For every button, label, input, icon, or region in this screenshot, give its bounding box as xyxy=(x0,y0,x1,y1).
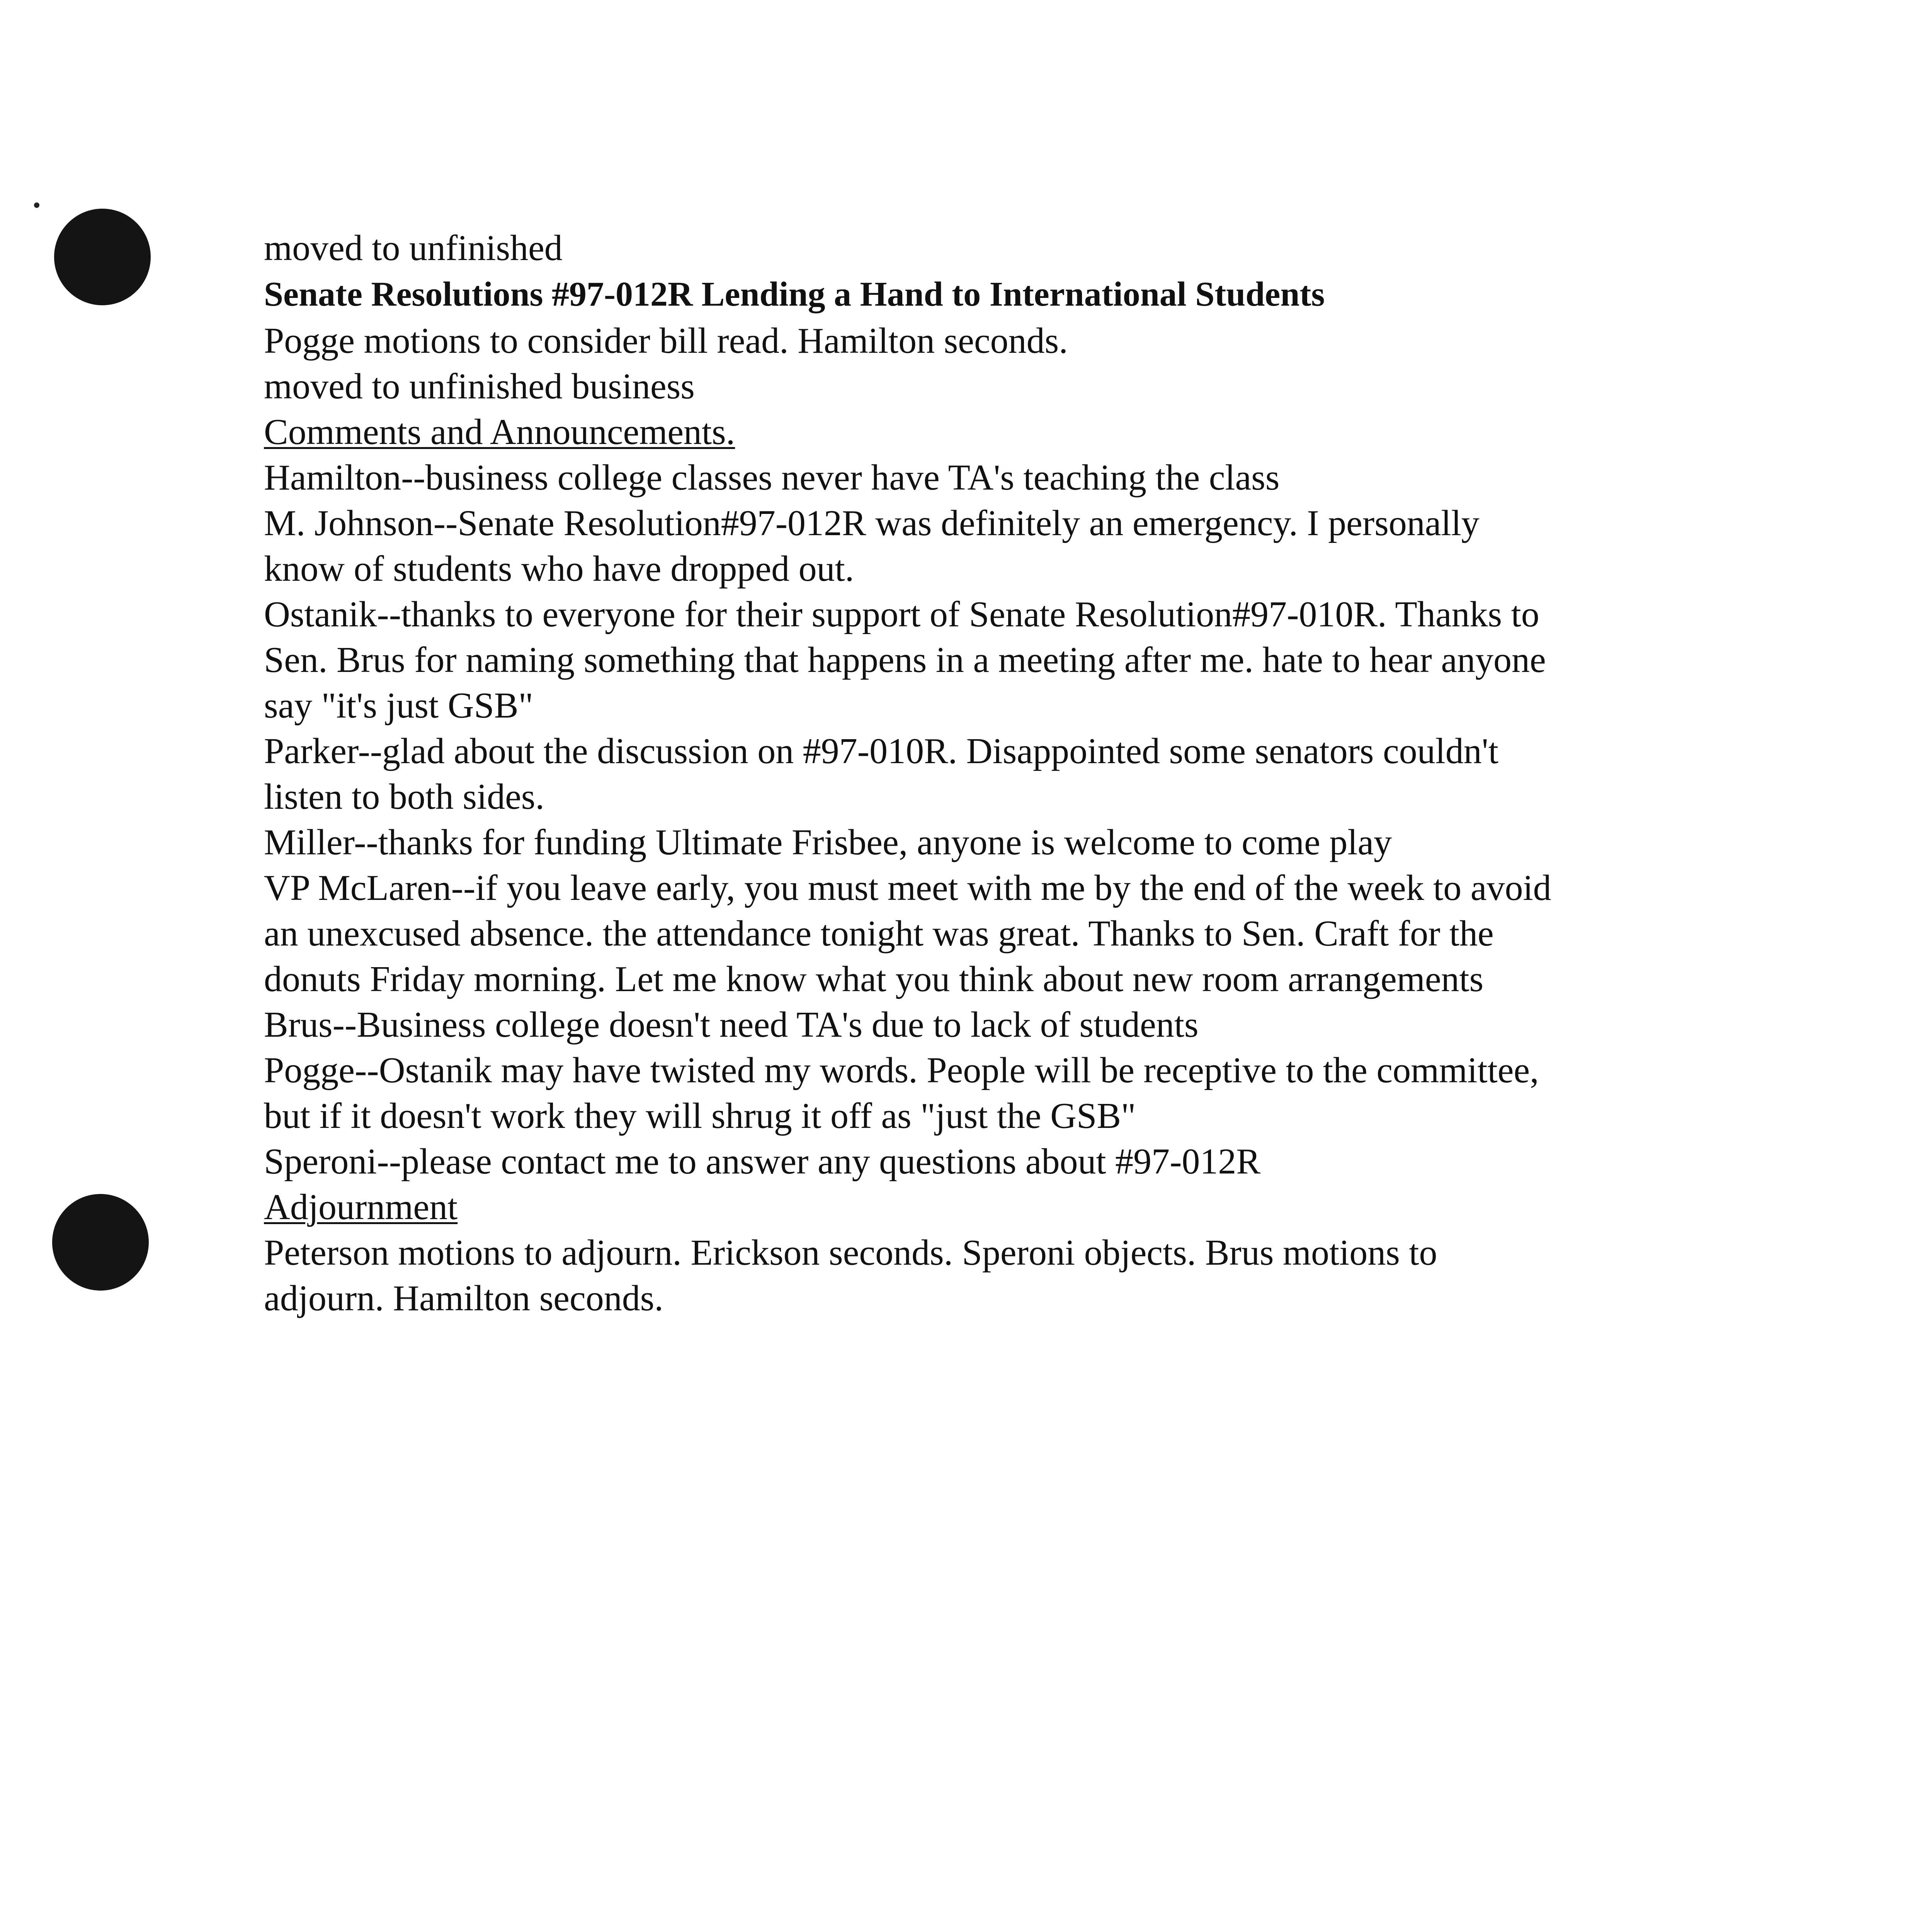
motion-line: adjourn. Hamilton seconds. xyxy=(264,1278,663,1318)
motion-line: Peterson motions to adjourn. Erickson seconds. Speroni objects. Brus motions to xyxy=(264,1233,1437,1273)
comment-line: Ostanik--thanks to everyone for their support of Senate Resolution#97-010R. Thanks to xyxy=(264,594,1539,634)
section-heading-adjournment: Adjournment xyxy=(264,1187,458,1227)
comment-line: VP McLaren--if you leave early, you must meet with me by the end of the week to avoid xyxy=(264,868,1551,908)
comment-line: Speroni--please contact me to answer any questions about #97-012R xyxy=(264,1141,1261,1182)
comment-line: Miller--thanks for funding Ultimate Frisbee, anyone is welcome to come play xyxy=(264,822,1392,862)
punch-hole-middle xyxy=(52,1194,149,1291)
motion-line: Pogge motions to consider bill read. Hamilton seconds. xyxy=(264,321,1068,361)
comment-line: Parker--glad about the discussion on #97-010R. Disappointed some senators couldn't xyxy=(264,731,1498,771)
comment-line: M. Johnson--Senate Resolution#97-012R was definitely an emergency. I personally xyxy=(264,503,1480,543)
comment-line: Hamilton--business college classes never have TA's teaching the class xyxy=(264,457,1280,498)
comment-line: Sen. Brus for naming something that happens in a meeting after me. hate to hear anyone xyxy=(264,640,1546,680)
comment-line: say "it's just GSB" xyxy=(264,685,533,726)
comment-line: listen to both sides. xyxy=(264,777,544,817)
comment-line: an unexcused absence. the attendance tonight was great. Thanks to Sen. Craft for the xyxy=(264,913,1494,954)
comment-line: donuts Friday morning. Let me know what you think about new room arrangements xyxy=(264,959,1484,999)
status-line: moved to unfinished xyxy=(264,228,563,268)
comment-line: Brus--Business college doesn't need TA's due to lack of students xyxy=(264,1005,1199,1045)
comment-line: Pogge--Ostanik may have twisted my words. People will be receptive to the committee, xyxy=(264,1050,1539,1090)
status-line: moved to unfinished business xyxy=(264,366,695,406)
comment-line: but if it doesn't work they will shrug it off as "just the GSB" xyxy=(264,1096,1136,1136)
resolution-heading: Senate Resolutions #97-012R Lending a Hand to International Students xyxy=(264,275,1325,313)
punch-hole-top xyxy=(54,209,151,305)
section-heading-comments: Comments and Announcements. xyxy=(264,412,735,452)
comment-line: know of students who have dropped out. xyxy=(264,549,854,589)
minutes-text xyxy=(264,225,1694,1321)
scan-speck xyxy=(34,202,39,208)
